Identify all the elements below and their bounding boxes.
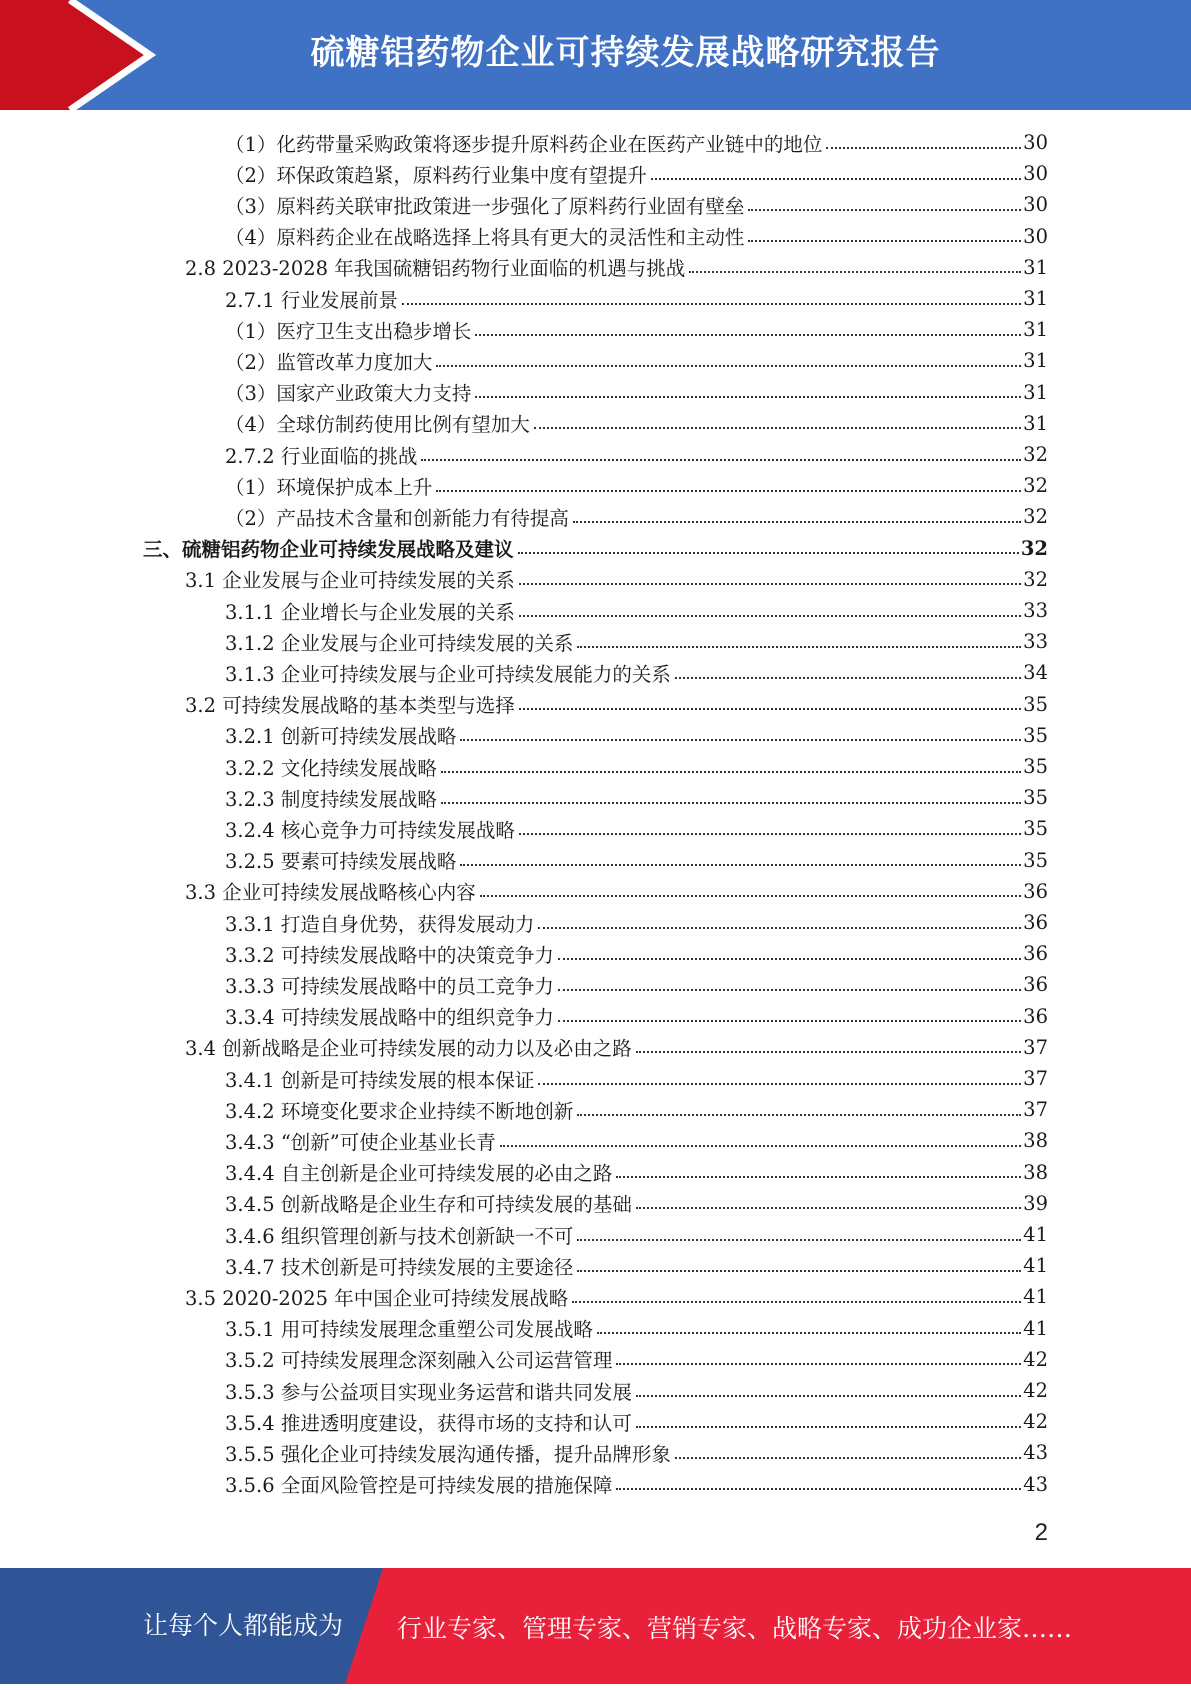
toc-leader-dots (636, 1395, 1021, 1397)
toc-leader-dots (475, 396, 1021, 398)
toc-entry-page: 38 (1023, 1129, 1048, 1153)
toc-entry[interactable] (225, 283, 1048, 314)
toc-entry-title: 3.5.4 推进透明度建设，获得市场的支持和认可 (225, 1411, 632, 1435)
toc-leader-dots (577, 1114, 1021, 1116)
toc-entry[interactable] (225, 1094, 1048, 1125)
toc-entry[interactable] (225, 439, 1048, 470)
toc-entry-title: 3.1.3 企业可持续发展与企业可持续发展能力的关系 (225, 662, 671, 686)
toc-entry-page: 36 (1023, 1004, 1048, 1028)
toc-entry-page: 39 (1023, 1191, 1048, 1215)
toc-entry-page: 30 (1023, 162, 1048, 186)
toc-entry-page: 43 (1023, 1441, 1048, 1465)
toc-leader-dots (616, 1363, 1021, 1365)
toc-entry-page: 31 (1023, 318, 1048, 342)
toc-leader-dots (558, 958, 1021, 960)
toc-entry-title: 3.2 可持续发展战略的基本类型与选择 (185, 694, 515, 718)
toc-entry-page: 31 (1023, 255, 1048, 279)
toc-leader-dots (689, 271, 1021, 273)
toc-entry-title: 3.3.3 可持续发展战略中的员工竞争力 (225, 974, 554, 998)
toc-entry[interactable] (185, 689, 1048, 720)
toc-entry-page: 41 (1023, 1316, 1048, 1340)
toc-leader-dots (475, 334, 1021, 336)
toc-entry[interactable] (225, 127, 1048, 158)
toc-leader-dots (518, 552, 1019, 554)
toc-entry[interactable] (225, 969, 1048, 1000)
toc-leader-dots (616, 1488, 1021, 1490)
toc-entry[interactable] (225, 408, 1048, 439)
toc-leader-dots (538, 1083, 1021, 1085)
toc-entry-page: 30 (1023, 193, 1048, 217)
toc-entry[interactable] (225, 501, 1048, 532)
toc-entry[interactable] (225, 845, 1048, 876)
toc-leader-dots (651, 178, 1021, 180)
toc-leader-dots (577, 1239, 1021, 1241)
toc-entry-page: 31 (1023, 349, 1048, 373)
toc-leader-dots (558, 989, 1021, 991)
toc-leader-dots (577, 1270, 1021, 1272)
toc-entry-page: 36 (1023, 911, 1048, 934)
toc-entry-title: （4）原料药企业在战略选择上将具有更大的灵活性和主动性 (225, 226, 745, 250)
footer-slogan-right: 行业专家、管理专家、营销专家、战略专家、成功企业家…… (397, 1614, 1073, 1643)
toc-entry-title: （1）化药带量采购政策将逐步提升原料药企业在医药产业链中的地位 (225, 132, 823, 156)
toc-entry-title: 3.4.5 创新战略是企业生存和可持续发展的基础 (225, 1193, 632, 1217)
toc-entry[interactable] (225, 1313, 1048, 1344)
toc-leader-dots (636, 1051, 1021, 1053)
toc-leader-dots (675, 677, 1021, 679)
toc-entry-title: 3.5.2 可持续发展理念深刻融入公司运营管理 (225, 1349, 613, 1373)
toc-entry-page: 35 (1023, 692, 1048, 716)
toc-entry-page: 31 (1023, 287, 1048, 310)
toc-leader-dots (558, 1020, 1021, 1022)
toc-entry[interactable] (225, 1375, 1048, 1406)
toc-leader-dots (441, 802, 1021, 804)
toc-leader-dots (597, 1332, 1021, 1334)
toc-entry[interactable] (225, 314, 1048, 345)
toc-entry-page: 33 (1023, 599, 1048, 622)
toc-entry-title: （2）环保政策趋紧，原料药行业集中度有望提升 (225, 163, 647, 187)
toc-entry-title: 3.3 企业可持续发展战略核心内容 (185, 881, 476, 905)
toc-entry-title: 3.3.4 可持续发展战略中的组织竞争力 (225, 1006, 554, 1030)
toc-entry-title: （3）国家产业政策大力支持 (225, 382, 472, 406)
toc-entry[interactable] (185, 564, 1048, 595)
toc-leader-dots (421, 459, 1021, 461)
toc-entry-title: 3.4.1 创新是可持续发展的根本保证 (225, 1068, 535, 1092)
toc-leader-dots (441, 771, 1021, 773)
toc-entry-title: 3.3.2 可持续发展战略中的决策竞争力 (225, 943, 554, 967)
toc-entry-title: 3.1 企业发展与企业可持续发展的关系 (185, 569, 515, 593)
toc-leader-dots (460, 739, 1021, 741)
toc-entry[interactable] (225, 782, 1048, 813)
toc-entry-title: 3.2.5 要素可持续发展战略 (225, 850, 457, 874)
toc-entry-title: 3.5.3 参与公益项目实现业务运营和谐共同发展 (225, 1380, 632, 1404)
toc-entry-title: 3.3.1 打造自身优势，获得发展动力 (225, 912, 535, 936)
page-header (0, 0, 1191, 110)
toc-entry[interactable] (225, 1219, 1048, 1250)
toc-leader-dots (577, 646, 1021, 648)
toc-entry[interactable] (225, 751, 1048, 782)
toc-entry-title: 3.5.1 用可持续发展理念重塑公司发展战略 (225, 1318, 593, 1342)
toc-entry-page: 37 (1023, 1098, 1048, 1122)
toc-entry-page: 30 (1023, 131, 1048, 154)
footer-slogan-left: 让每个人都能成为 (143, 1611, 344, 1640)
toc-leader-dots (519, 833, 1021, 835)
toc-leader-dots (519, 615, 1021, 617)
toc-entry-page: 36 (1023, 942, 1048, 966)
toc-entry[interactable] (225, 1344, 1048, 1375)
toc-leader-dots (573, 521, 1021, 523)
toc-leader-dots (534, 427, 1021, 429)
toc-entry[interactable] (185, 1281, 1048, 1312)
toc-entry-page: 37 (1023, 1067, 1048, 1090)
toc-entry-page: 32 (1023, 567, 1048, 591)
toc-entry-page: 43 (1023, 1472, 1048, 1496)
toc-entry-title: （3）原料药关联审批政策进一步强化了原料药行业固有壁垒 (225, 194, 745, 218)
toc-entry-page: 35 (1023, 817, 1048, 841)
toc-entry[interactable] (225, 1125, 1048, 1156)
toc-entry[interactable] (225, 221, 1048, 252)
toc-leader-dots (519, 583, 1021, 585)
toc-entry-page: 32 (1023, 443, 1048, 466)
toc-entry-page: 38 (1023, 1160, 1048, 1184)
toc-leader-dots (519, 708, 1021, 710)
toc-leader-dots (572, 1301, 1021, 1303)
toc-leader-dots (538, 927, 1021, 929)
toc-entry-title: （1）医疗卫生支出稳步增长 (225, 319, 472, 343)
toc-leader-dots (636, 1207, 1021, 1209)
toc-entry-page: 32 (1020, 536, 1048, 560)
toc-entry-page: 32 (1023, 474, 1048, 498)
toc-entry-page: 37 (1023, 1035, 1048, 1059)
toc-entry-title: 2.8 2023-2028 年我国硫糖铝药物行业面临的机遇与挑战 (185, 257, 686, 281)
toc-entry[interactable] (225, 938, 1048, 969)
toc-entry-page: 31 (1023, 411, 1048, 435)
toc-entry[interactable] (225, 377, 1048, 408)
toc-entry[interactable] (185, 252, 1048, 283)
toc-entry-page: 35 (1023, 786, 1048, 810)
toc-leader-dots (636, 1426, 1021, 1428)
toc-entry-title: （1）环境保护成本上升 (225, 475, 433, 499)
toc-entry[interactable] (225, 720, 1048, 751)
toc-entry[interactable] (225, 1250, 1048, 1281)
toc-entry[interactable] (225, 626, 1048, 657)
toc-entry[interactable] (225, 1188, 1048, 1219)
toc-entry-title: 3.1.2 企业发展与企业可持续发展的关系 (225, 631, 574, 655)
toc-entry-title: 2.7.2 行业面临的挑战 (225, 444, 418, 468)
toc-entry[interactable] (225, 470, 1048, 501)
toc-entry-page: 42 (1023, 1347, 1048, 1371)
toc-leader-dots (460, 864, 1021, 866)
toc-entry-title: （4）全球仿制药使用比例有望加大 (225, 413, 530, 437)
toc-leader-dots (436, 365, 1021, 367)
toc-entry-title: 3.4.6 组织管理创新与技术创新缺一不可 (225, 1224, 574, 1248)
toc-entry-title: 三、硫糖铝药物企业可持续发展战略及建议 (143, 538, 514, 562)
toc-entry[interactable] (225, 1157, 1048, 1188)
toc-leader-dots (500, 1145, 1021, 1147)
toc-entry[interactable] (225, 1001, 1048, 1032)
toc-leader-dots (748, 209, 1021, 211)
toc-entry-title: 3.4.7 技术创新是可持续发展的主要途径 (225, 1255, 574, 1279)
toc-entry-page: 41 (1023, 1223, 1048, 1246)
toc-leader-dots (436, 490, 1021, 492)
toc-entry-page: 31 (1023, 380, 1048, 404)
toc-entry-page: 35 (1023, 848, 1048, 872)
toc-entry-title: 3.2.3 制度持续发展战略 (225, 787, 437, 811)
toc-entry-page: 35 (1023, 755, 1048, 778)
toc-entry[interactable] (143, 533, 1048, 564)
toc-entry-title: 3.4.4 自主创新是企业可持续发展的必由之路 (225, 1162, 613, 1186)
toc-entry-title: 3.4.2 环境变化要求企业持续不断地创新 (225, 1099, 574, 1123)
toc-entry-title: 3.2.2 文化持续发展战略 (225, 756, 437, 780)
toc-entry[interactable] (225, 1406, 1048, 1437)
toc-entry[interactable] (225, 1063, 1048, 1094)
toc-leader-dots (826, 147, 1021, 149)
toc-entry-title: 3.5.6 全面风险管控是可持续发展的措施保障 (225, 1474, 613, 1498)
toc-entry-page: 33 (1023, 630, 1048, 654)
toc-entry-page: 42 (1023, 1410, 1048, 1434)
toc-entry-page: 36 (1023, 879, 1048, 903)
toc-entry[interactable] (225, 1437, 1048, 1468)
toc-leader-dots (675, 1457, 1021, 1459)
toc-entry[interactable] (185, 876, 1048, 907)
page-number: 2 (1034, 1519, 1048, 1546)
toc-entry[interactable] (225, 595, 1048, 626)
toc-entry-title: 3.4.3 “创新”可使企业基业长青 (225, 1130, 496, 1154)
toc-entry-title: 2.7.1 行业发展前景 (225, 288, 398, 312)
toc-entry-title: （2）产品技术含量和创新能力有待提高 (225, 506, 569, 530)
toc-entry-title: （2）监管改革力度加大 (225, 350, 433, 374)
toc-entry[interactable] (225, 345, 1048, 376)
page-footer (0, 1568, 1191, 1684)
toc-entry-title: 3.2.4 核心竞争力可持续发展战略 (225, 818, 515, 842)
toc-entry-page: 42 (1023, 1379, 1048, 1402)
toc-entry-page: 32 (1023, 505, 1048, 529)
toc-entry[interactable] (225, 657, 1048, 688)
toc-entry-title: 3.5 2020-2025 年中国企业可持续发展战略 (185, 1286, 569, 1310)
toc-entry[interactable] (225, 158, 1048, 189)
toc-entry-page: 41 (1023, 1285, 1048, 1309)
toc-entry-title: 3.4 创新战略是企业可持续发展的动力以及必由之路 (185, 1037, 632, 1061)
toc-leader-dots (402, 303, 1021, 305)
toc-leader-dots (480, 895, 1021, 897)
toc-entry-page: 41 (1023, 1254, 1048, 1278)
toc-entry-title: 3.1.1 企业增长与企业发展的关系 (225, 600, 515, 624)
toc-entry-page: 30 (1023, 224, 1048, 248)
toc-entry-page: 35 (1023, 723, 1048, 747)
toc-leader-dots (616, 1176, 1021, 1178)
toc-entry[interactable] (225, 813, 1048, 844)
toc-entry[interactable] (225, 1469, 1048, 1500)
toc-entry-page: 34 (1023, 661, 1048, 685)
toc-entry-page: 36 (1023, 973, 1048, 997)
toc-entry[interactable] (185, 1032, 1048, 1063)
toc-entry[interactable] (225, 189, 1048, 220)
toc-leader-dots (748, 240, 1021, 242)
toc-entry[interactable] (225, 907, 1048, 938)
toc-entry-title: 3.5.5 强化企业可持续发展沟通传播，提升品牌形象 (225, 1442, 671, 1466)
report-title: 硫糖铝药物企业可持续发展战略研究报告 (310, 33, 941, 73)
toc-entry-title: 3.2.1 创新可持续发展战略 (225, 725, 457, 749)
